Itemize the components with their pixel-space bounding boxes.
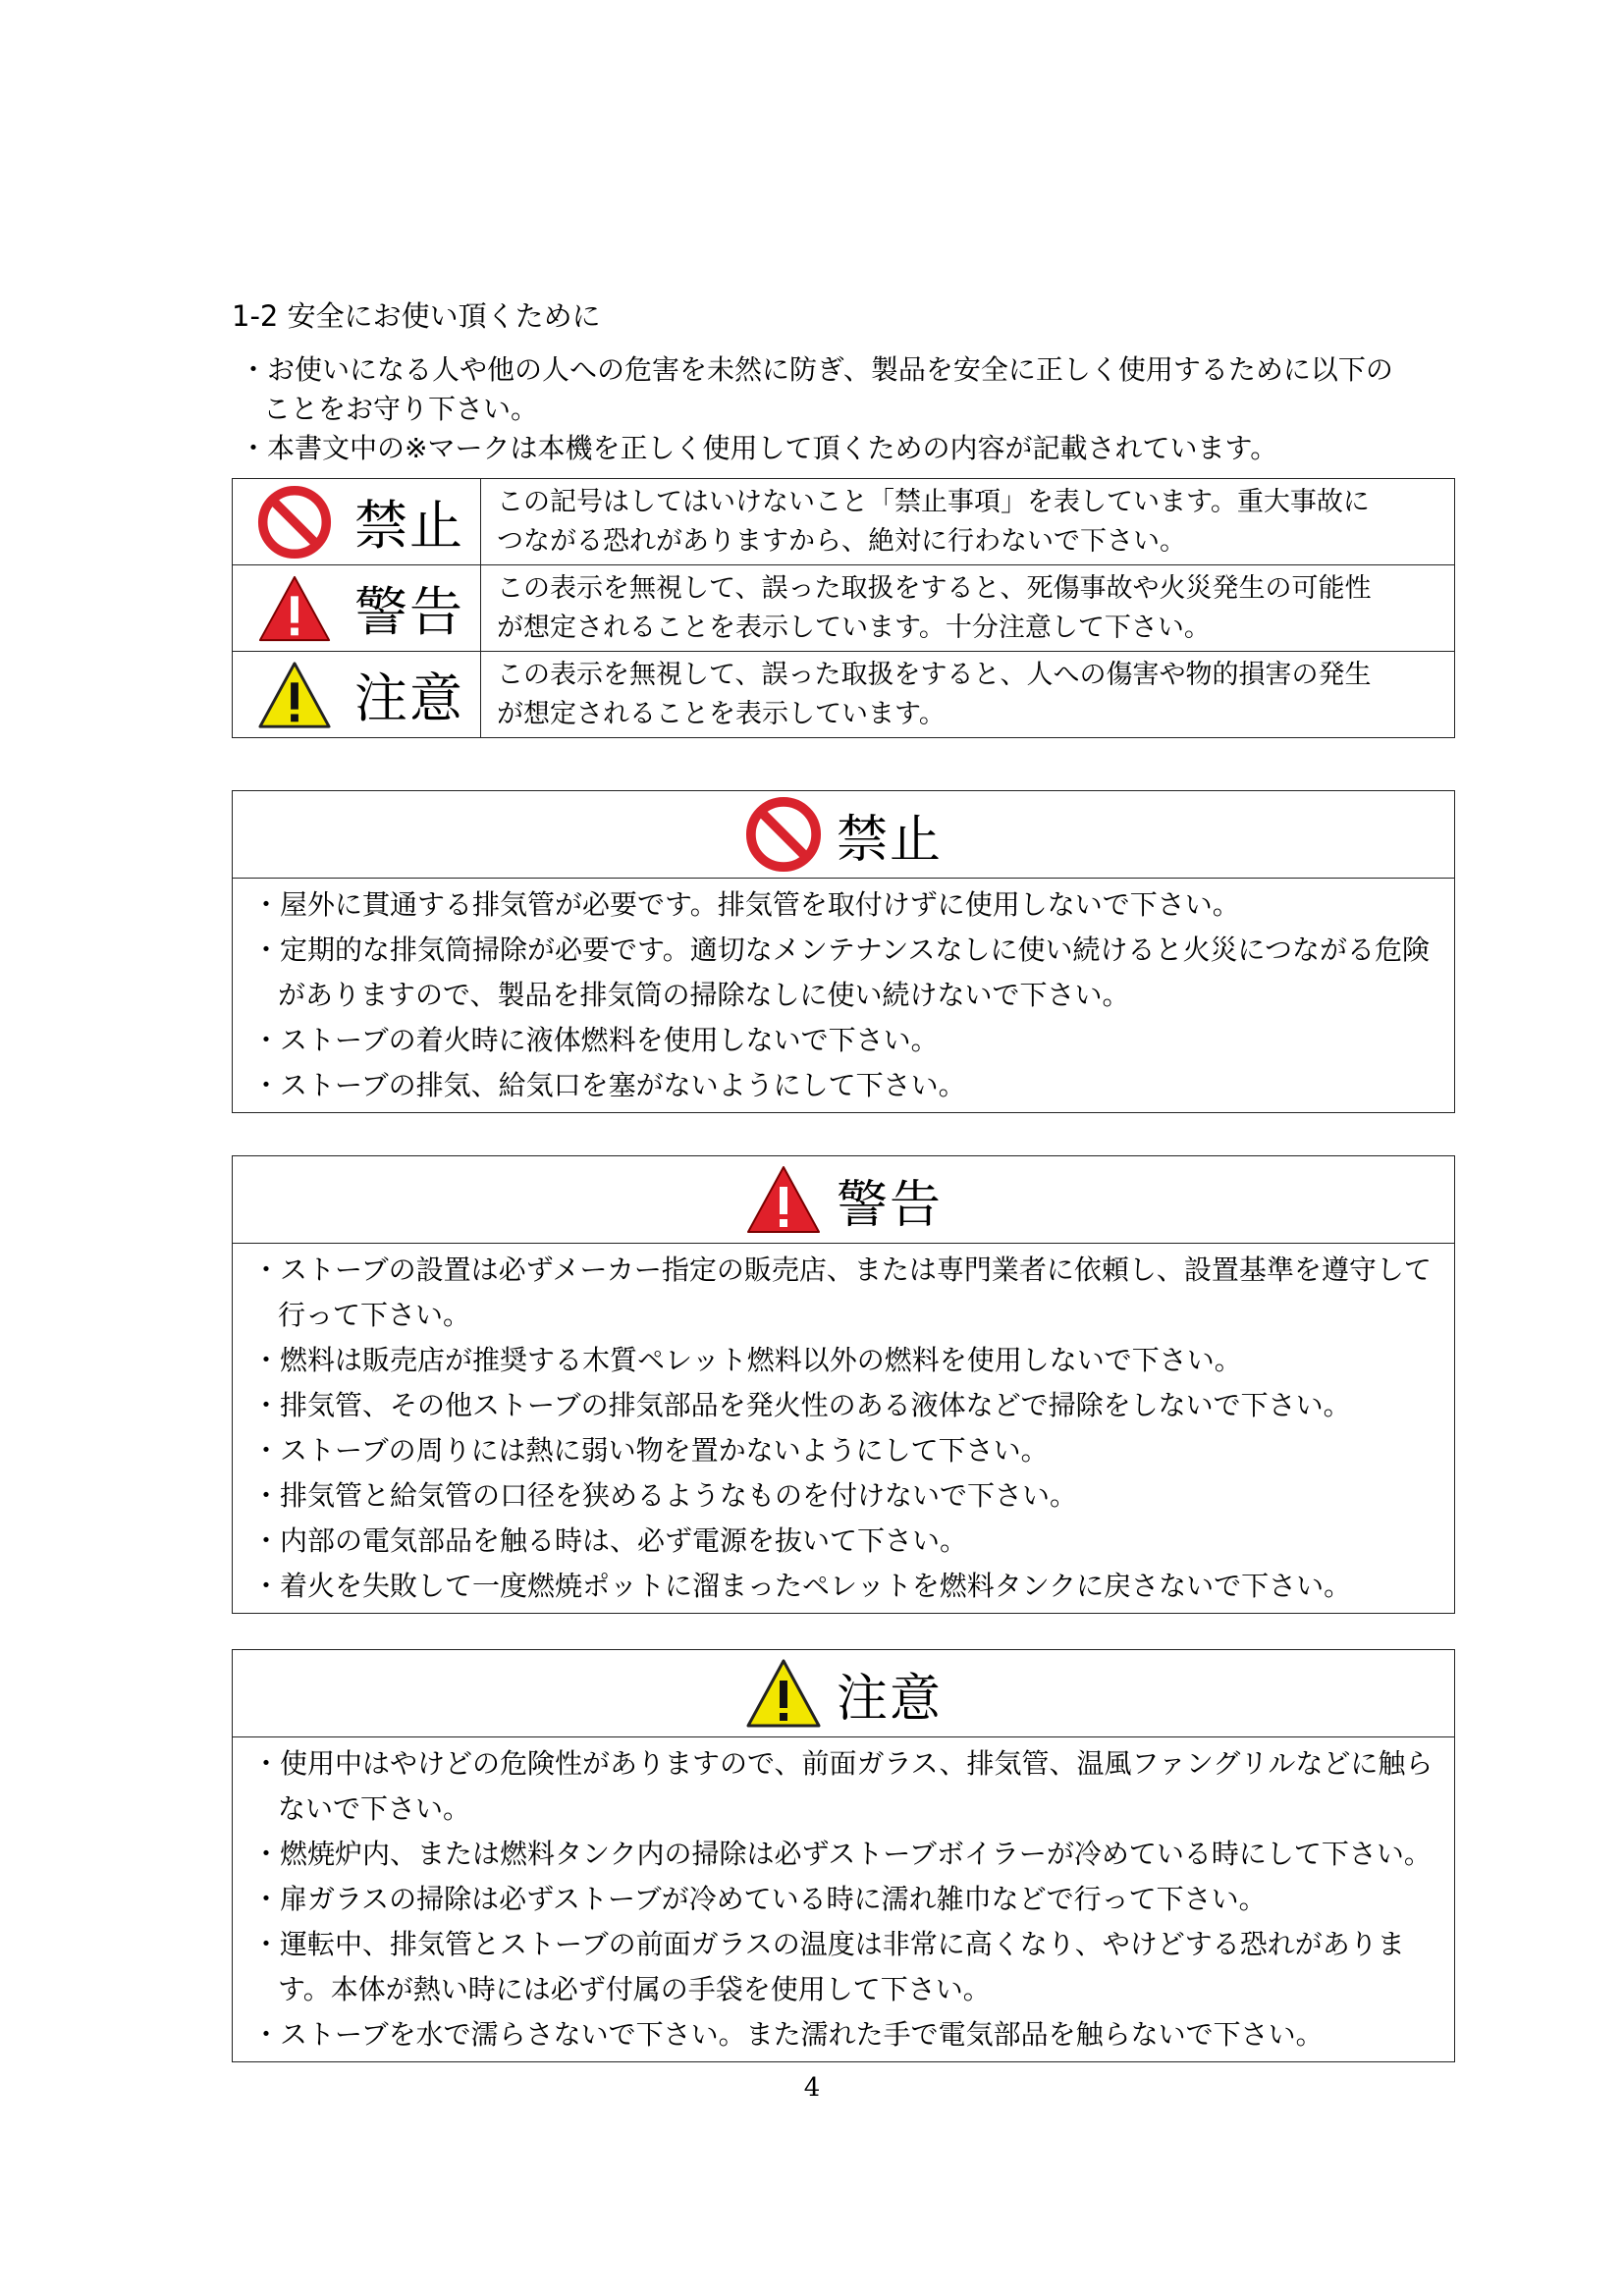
legend-word: 禁止	[354, 495, 464, 557]
page-number: 4	[803, 2073, 821, 2103]
list-item: ・燃料は販売店が推奨する木質ペレット燃料以外の燃料を使用しないで下さい。	[252, 1344, 1242, 1376]
intro-bullet-1-line-1: ・お使いになる人や他の人への危害を未然に防ぎ、製品を安全に正しく使用するために以下の	[240, 353, 1393, 386]
prohibition-list	[233, 879, 1454, 1112]
legend-word: 警告	[354, 581, 464, 643]
list-item: ・ストーブの周りには熱に弱い物を置かないようにして下さい。	[252, 1434, 1049, 1467]
list-item: ・扉ガラスの掃除は必ずストーブが冷めている時に濡れ雑巾などで行って下さい。	[252, 1883, 1267, 1915]
warning-box	[232, 1155, 1455, 1614]
intro-text	[240, 350, 1457, 468]
legend-description: この記号はしてはいけないこと「禁止事項」を表しています。重大事故に つながる恐れがありますから、絶対に行わないで下さい。	[481, 479, 1455, 565]
list-item: ・排気管、その他ストーブの排気部品を発火性のある液体などで掃除をしないで下さい。	[252, 1389, 1351, 1421]
list-item: ・使用中はやけどの危険性がありますので、前面ガラス、排気管、温風ファングリルなどに触らないで下さい。	[252, 1747, 1434, 1825]
section-title: 1-2 安全にお使い頂くために	[232, 299, 601, 333]
list-item: ・定期的な排気筒掃除が必要です。適切なメンテナンスなしに使い続けると火災につながる危険がありますので、製品を排気筒の掃除なしに使い続けないで下さい。	[252, 934, 1430, 1011]
list-item: ・排気管と給気管の口径を狭めるようなものを付けないで下さい。	[252, 1479, 1078, 1512]
legend-description: この表示を無視して、誤った取扱をすると、死傷事故や火災発生の可能性 が想定されることを表示しています。十分注意して下さい。	[481, 565, 1455, 652]
intro-bullet-1-line-2: ことをお守り下さい。	[263, 393, 539, 425]
warning-red-icon	[256, 570, 333, 647]
intro-bullet-2: ・本書文中の※マークは本機を正しく使用して頂くための内容が記載されています。	[240, 432, 1278, 464]
warning-red-icon	[744, 1160, 823, 1239]
prohibition-title: 禁止	[836, 810, 943, 870]
legend-row-caution	[233, 652, 1455, 738]
prohibition-icon	[256, 484, 333, 561]
prohibition-box	[232, 790, 1455, 1113]
legend-row-prohibition	[233, 479, 1455, 565]
list-item: ・ストーブの排気、給気口を塞がないようにして下さい。	[252, 1069, 966, 1101]
caution-box	[232, 1649, 1455, 2062]
warning-header	[233, 1156, 1454, 1244]
prohibition-icon	[744, 795, 823, 874]
caution-header	[233, 1650, 1454, 1737]
legend-word: 注意	[354, 667, 464, 729]
caution-title: 注意	[836, 1669, 943, 1729]
caution-yellow-icon	[744, 1654, 823, 1733]
legend-row-warning	[233, 565, 1455, 652]
warning-list	[233, 1244, 1454, 1613]
list-item: ・燃焼炉内、または燃料タンク内の掃除は必ずストーブボイラーが冷めている時にして下さい。	[252, 1838, 1432, 1870]
list-item: ・ストーブの設置は必ずメーカー指定の販売店、または専門業者に依頼し、設置基準を遵守して行って下さい。	[252, 1254, 1432, 1331]
list-item: ・ストーブの着火時に液体燃料を使用しないで下さい。	[252, 1024, 939, 1056]
prohibition-header	[233, 791, 1454, 879]
list-item: ・屋外に貫通する排気管が必要です。排気管を取付けずに使用しないで下さい。	[252, 888, 1240, 921]
list-item: ・運転中、排気管とストーブの前面ガラスの温度は非常に高くなり、やけどする恐れがあります。本体が熱い時には必ず付属の手袋を使用して下さい。	[252, 1928, 1405, 2005]
caution-yellow-icon	[256, 657, 333, 733]
list-item: ・着火を失敗して一度燃焼ポットに溜まったペレットを燃料タンクに戻さないで下さい。	[252, 1570, 1352, 1602]
legend-description: この表示を無視して、誤った取扱をすると、人への傷害や物的損害の発生 が想定されることを表示しています。	[481, 652, 1455, 738]
symbol-legend-table	[232, 478, 1455, 738]
caution-list	[233, 1737, 1454, 2061]
list-item: ・ストーブを水で濡らさないで下さい。また濡れた手で電気部品を触らないで下さい。	[252, 2018, 1324, 2051]
list-item: ・内部の電気部品を触る時は、必ず電源を抜いて下さい。	[252, 1524, 968, 1557]
warning-title: 警告	[836, 1175, 943, 1235]
